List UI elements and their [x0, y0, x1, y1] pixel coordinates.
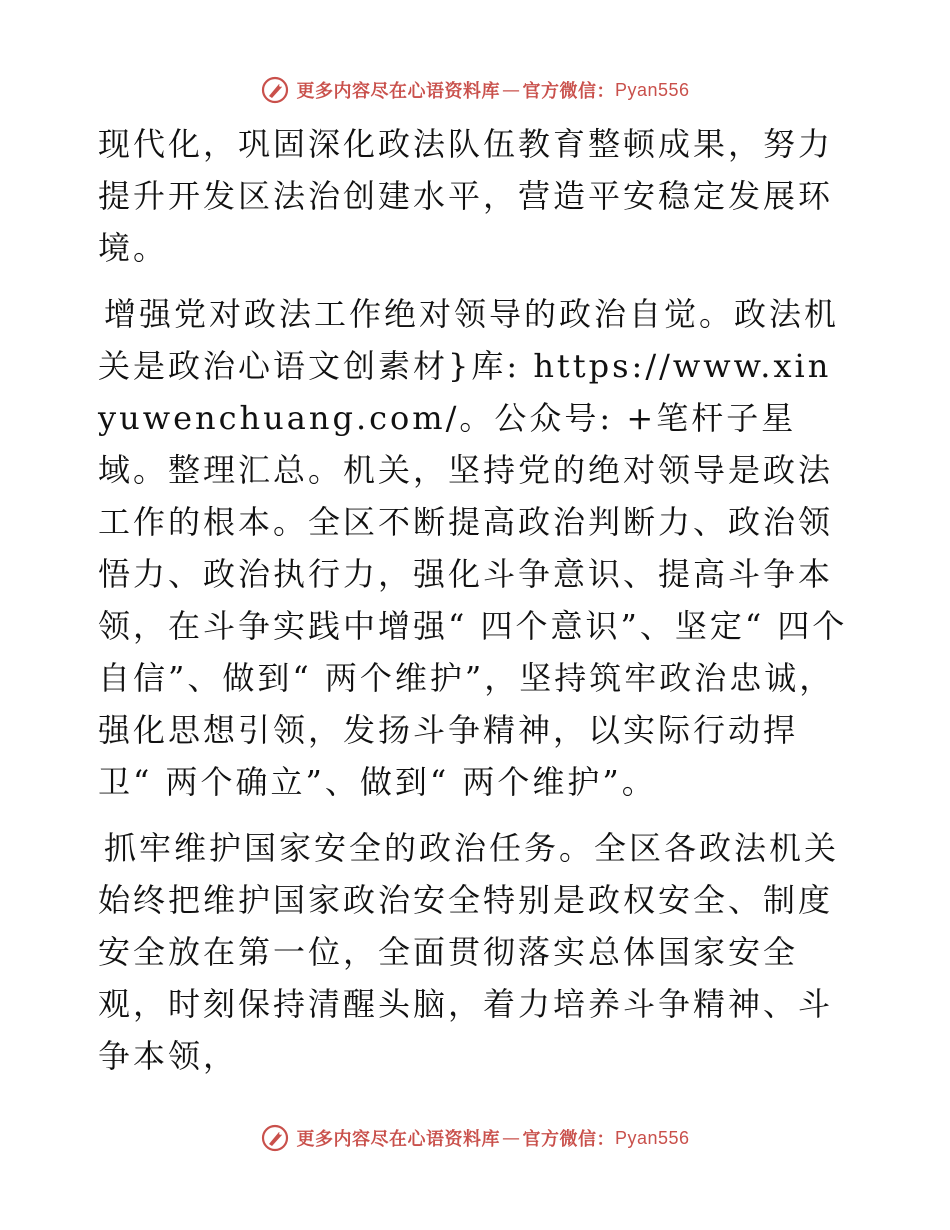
watermark-wechat-id: Pyan556 — [614, 1127, 690, 1148]
paragraph-2: 增强党对政法工作绝对领导的政治自觉。政法机关是政治心语文创素材}库: https://www.xinyuwenchuang.com/。公众号: +笔杆子星域。整理汇总。机关，坚持党的绝对领导是政法工作的根本。全区不断提高政治判断力、政治领悟力、政治执行力，强化斗争意识、提高斗争本领，在斗争实践中增强“ 四个意识”、坚定“ 四个自信”、做到“ 两个维护”，坚持筑牢政治忠诚，强化思想引领，发扬斗争精神，以实际行动捍卫“ 两个确立”、做到“ 两个维护”。 — [98, 295, 848, 801]
footer-watermark — [0, 1118, 950, 1158]
watermark-separator: — — [501, 79, 521, 101]
watermark-wechat-id: Pyan556 — [614, 79, 690, 100]
watermark-brand: 更多内容尽在心语资料库 — [296, 1129, 500, 1150]
paragraph-1: 现代化，巩固深化政法队伍教育整顿成果，努力提升开发区法治创建水平，营造平安稳定发展环境。 — [98, 125, 834, 267]
watermark-label: 官方微信： — [522, 81, 615, 102]
pen-nib-circle-icon — [260, 1123, 290, 1153]
paragraph-3: 抓牢维护国家安全的政治任务。全区各政法机关始终把维护国家政治安全特别是政权安全、制度安全放在第一位，全面贯彻落实总体国家安全观，时刻保持清醒头脑，着力培养斗争精神、斗争本领， — [98, 829, 840, 1075]
watermark-label: 官方微信： — [522, 1129, 615, 1150]
document-body — [98, 118, 850, 1082]
pen-nib-circle-icon — [260, 75, 290, 105]
header-watermark — [0, 70, 950, 110]
watermark-brand: 更多内容尽在心语资料库 — [296, 81, 500, 102]
watermark-separator: — — [501, 1127, 521, 1149]
